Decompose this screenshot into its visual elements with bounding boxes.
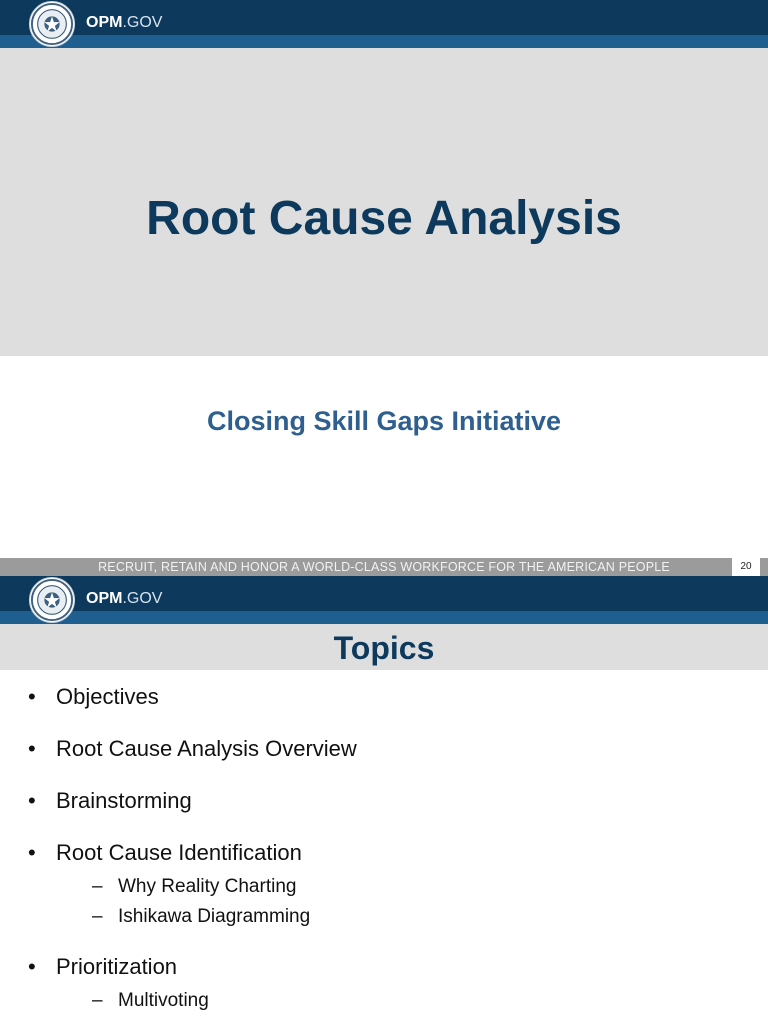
topic-item — [28, 950, 748, 1016]
header-stripe — [0, 35, 768, 48]
subtopic-item — [56, 902, 748, 932]
opm-seal-icon — [29, 577, 75, 623]
bullet-icon: • — [28, 840, 36, 865]
subtopic-item — [56, 986, 748, 1016]
dash-icon: – — [92, 876, 103, 897]
topic-item — [28, 784, 748, 818]
brand-bold: OPM — [86, 14, 123, 31]
subtopic-label: Ishikawa Diagramming — [118, 906, 311, 927]
dash-icon: – — [92, 906, 103, 927]
bullet-icon: • — [28, 788, 36, 813]
topic-label: Root Cause Analysis Overview — [56, 736, 357, 761]
footer-motto: RECRUIT, RETAIN AND HONOR A WORLD-CLASS WORKFORCE FOR THE AMERICAN PEOPLE — [98, 560, 670, 574]
subtopic-list — [56, 872, 748, 932]
page-number: 20 — [732, 558, 760, 576]
topics-slide — [0, 576, 768, 1024]
topic-label: Objectives — [56, 684, 159, 709]
subtopic-label: Why Reality Charting — [118, 876, 297, 897]
footer-bar — [0, 558, 768, 576]
dash-icon: – — [92, 990, 103, 1011]
bullet-icon: • — [28, 954, 36, 979]
topic-item — [28, 680, 748, 714]
bullet-icon: • — [28, 736, 36, 761]
bullet-icon: • — [28, 684, 36, 709]
brand-logo[interactable] — [86, 589, 162, 609]
topic-label: Brainstorming — [56, 788, 192, 813]
header-stripe — [0, 611, 768, 624]
slide-subtitle: Closing Skill Gaps Initiative — [206, 406, 562, 436]
opm-seal-icon — [29, 1, 75, 47]
topic-label: Prioritization — [56, 954, 178, 979]
brand-rest: .GOV — [122, 590, 163, 607]
subtopic-label: Multivoting — [118, 990, 209, 1011]
header-bar — [0, 576, 768, 624]
brand-rest: .GOV — [122, 14, 163, 31]
topic-item — [28, 732, 748, 766]
subtopic-item — [56, 872, 748, 902]
topics-list — [28, 680, 748, 1024]
slide-title: Root Cause Analysis — [146, 192, 622, 245]
slide-title: Topics — [333, 630, 435, 666]
topic-label: Root Cause Identification — [56, 840, 302, 865]
brand-bold: OPM — [86, 590, 123, 607]
brand-logo[interactable] — [86, 13, 162, 33]
subtopic-list — [56, 986, 748, 1016]
topic-item — [28, 836, 748, 932]
header-bar — [0, 0, 768, 48]
